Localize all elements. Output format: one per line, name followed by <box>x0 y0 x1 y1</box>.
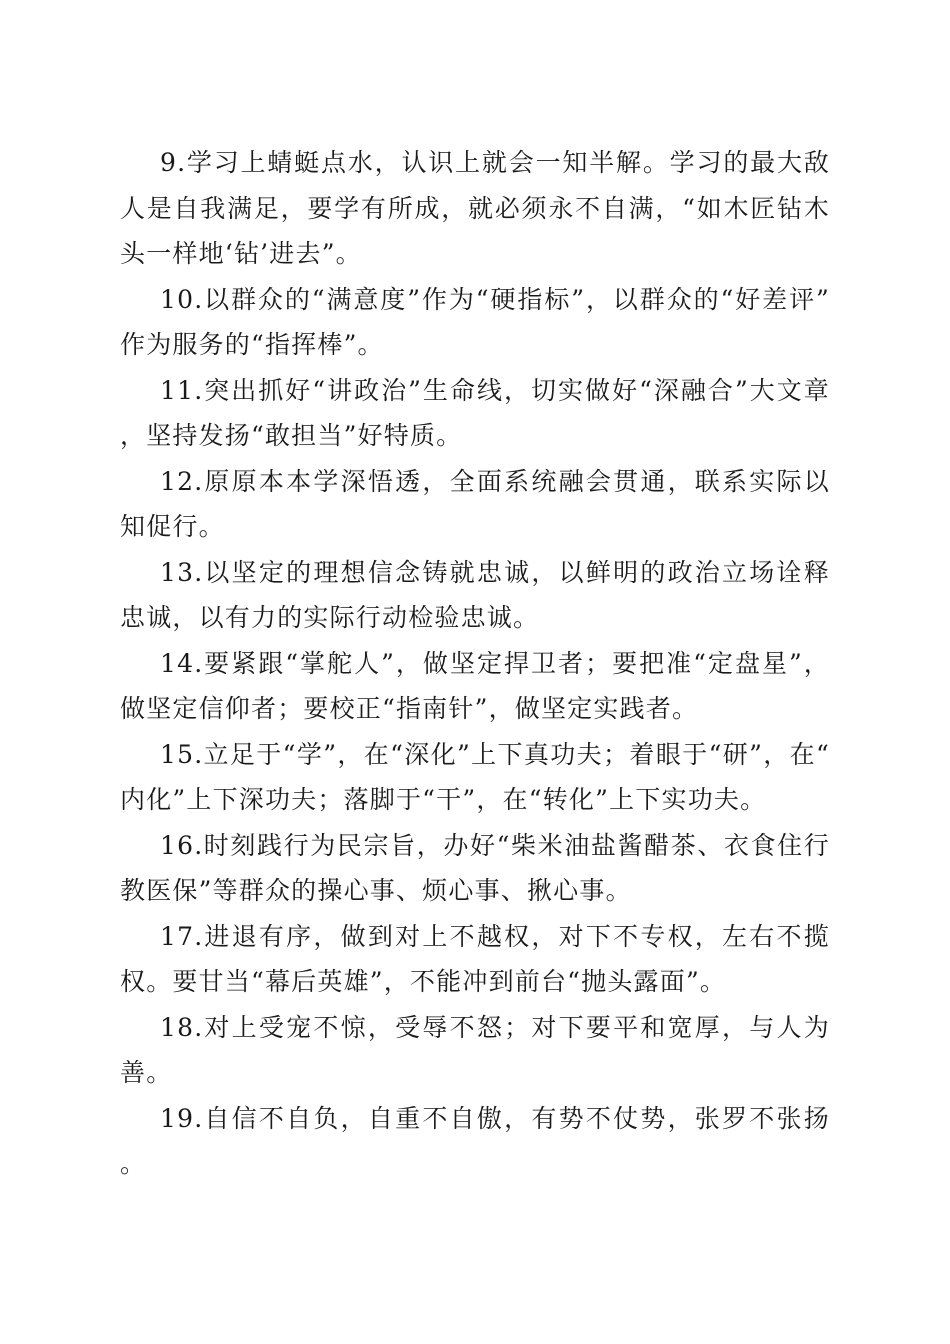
paragraph-10: 10.以群众的“满意度”作为“硬指标”，以群众的“好差评”作为服务的“指挥棒”。 <box>120 284 830 359</box>
paragraph-16: 16.时刻践行为民宗旨，办好“柴米油盐酱醋茶、衣食住行教医保”等群众的操心事、烦心事、揪心事。 <box>120 830 830 905</box>
paragraph-18: 18.对上受宠不惊，受辱不怒；对下要平和宽厚，与人为善。 <box>120 1012 830 1087</box>
paragraph-11: 11.突出抓好“讲政治”生命线，切实做好“深融合”大文章，坚持发扬“敢担当”好特质。 <box>120 375 830 450</box>
paragraph-19: 19.自信不自负，自重不自傲，有势不仗势，张罗不张扬。 <box>120 1103 830 1178</box>
paragraph-14: 14.要紧跟“掌舵人”，做坚定捍卫者；要把准“定盘星”，做坚定信仰者；要校正“指南针”，做坚定实践者。 <box>120 648 830 723</box>
paragraph-15: 15.立足于“学”，在“深化”上下真功夫；着眼于“研”，在“内化”上下深功夫；落脚于“干”，在“转化”上下实功夫。 <box>120 739 830 814</box>
paragraph-13: 13.以坚定的理想信念铸就忠诚，以鲜明的政治立场诠释忠诚，以有力的实际行动检验忠诚。 <box>120 557 830 632</box>
document-body <box>120 140 830 1187</box>
paragraph-17: 17.进退有序，做到对上不越权，对下不专权，左右不揽权。要甘当“幕后英雄”，不能冲到前台“抛头露面”。 <box>120 921 830 996</box>
paragraph-9: 9.学习上蜻蜓点水，认识上就会一知半解。学习的最大敌人是自我满足，要学有所成，就必须永不自满，“如木匠钻木头一样地‘钻’进去”。 <box>120 148 830 268</box>
paragraph-12: 12.原原本本学深悟透，全面系统融会贯通，联系实际以知促行。 <box>120 466 830 541</box>
